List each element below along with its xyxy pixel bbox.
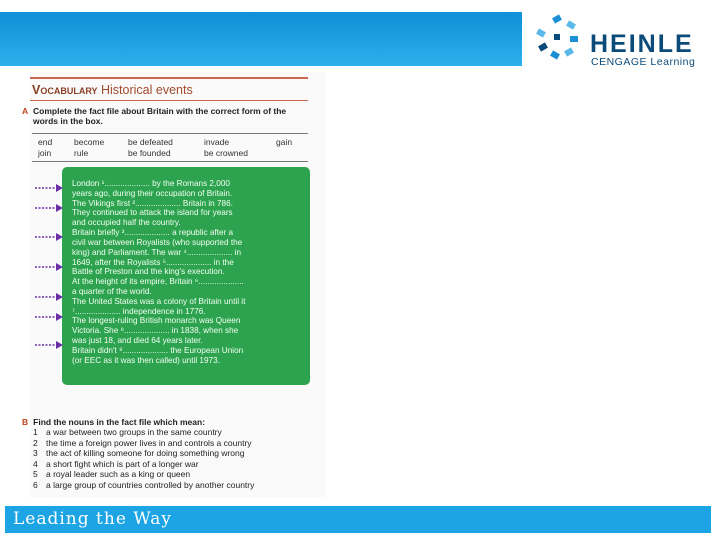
word-box [32,133,308,162]
fact-line: The longest-ruling British monarch was Queen [72,316,241,326]
arrow-icon [34,203,64,213]
textbook-page [22,72,326,497]
footer-tagline: Leading the Way [13,509,173,529]
fact-file-box [30,167,310,385]
word: be crowned [204,148,248,158]
fact-line: a quarter of the world. [72,286,152,296]
fact-line: civil war between Royalists (who supported the [72,237,243,247]
arrow-icon [34,312,64,322]
fact-line: London ¹.................... by the Romans 2,000 [72,179,230,188]
list-item: 4 a short fight which is part of a longer war [33,458,199,469]
word: invade [204,137,230,147]
fact-line: (or EEC as it was then called) until 1973. [72,355,220,365]
fact-line: and occupied half the country. [72,218,181,228]
exercise-b [22,417,313,490]
fact-line: was just 18, and died 64 years later. [72,336,203,345]
list-item: 3 the act of killing someone for doing something wrong [33,448,245,458]
logo-name: HEINLE [590,30,694,58]
fact-line: Victoria. She ⁸.................... in 1838, when she [72,326,239,336]
fact-line: years ago, during their occupation of Britain. [72,188,233,198]
exercise-letter-b: B [22,417,29,427]
header-band [0,12,522,66]
logo-subtitle: CENGAGE Learning [591,56,696,68]
logo-mark-icon [534,14,580,60]
fact-line: They continued to attack the island for years [72,208,233,218]
arrow-icon [34,340,64,350]
arrow-icon [34,292,64,302]
footer-band [5,506,711,533]
fact-line: At the height of its empire, Britain ⁶.................... [72,277,244,287]
word: be founded [128,148,171,158]
fact-line: Britain briefly ³.................... a republic after a [72,228,234,238]
fact-line: 1649, after the Royalists ⁵.................... in the [72,257,234,267]
exercise-letter-a: A [22,106,29,116]
fact-line: Britain didn't ⁹.................... the European Union [72,345,244,355]
fact-line: Battle of Preston and the king's execution. [72,267,225,277]
list-item: 6 a large group of countries controlled by another country [33,479,255,490]
list-item: 5 a royal leader such as a king or queen [33,469,191,479]
list-item: 2 the time a foreign power lives in and controls a country [33,437,252,448]
word: gain [276,137,293,147]
word: be defeated [128,137,173,147]
heinle-logo [530,10,715,72]
arrow-icon [34,232,64,242]
fact-line: king) and Parliament. The war ⁴.................... in [72,247,242,257]
word: join [38,148,52,158]
fact-line: The Vikings first ².................... Britain in 786. [72,198,233,208]
title-rest: Historical events [101,83,193,97]
fact-file-text [72,179,304,365]
list-item: 1 a war between two groups in the same country [33,427,222,437]
title-bold: Vocabulary [32,83,98,97]
page-title [32,83,193,97]
word: become [74,137,105,147]
exercise-b-instruction: B Find the nouns in the fact file which mean: [22,417,206,427]
word: end [38,137,53,147]
fact-line: ⁷.................... independence in 1776. [72,306,206,316]
fact-line: The United States was a colony of Britain until it [72,296,246,306]
word: rule [74,148,89,158]
arrow-icon [34,262,64,272]
exercise-a-instruction: Complete the fact file about Britain with the correct form of the words in the box. [33,106,287,126]
title-rule-top [30,77,308,79]
title-rule-bottom [30,100,308,101]
arrow-icon [34,183,64,193]
